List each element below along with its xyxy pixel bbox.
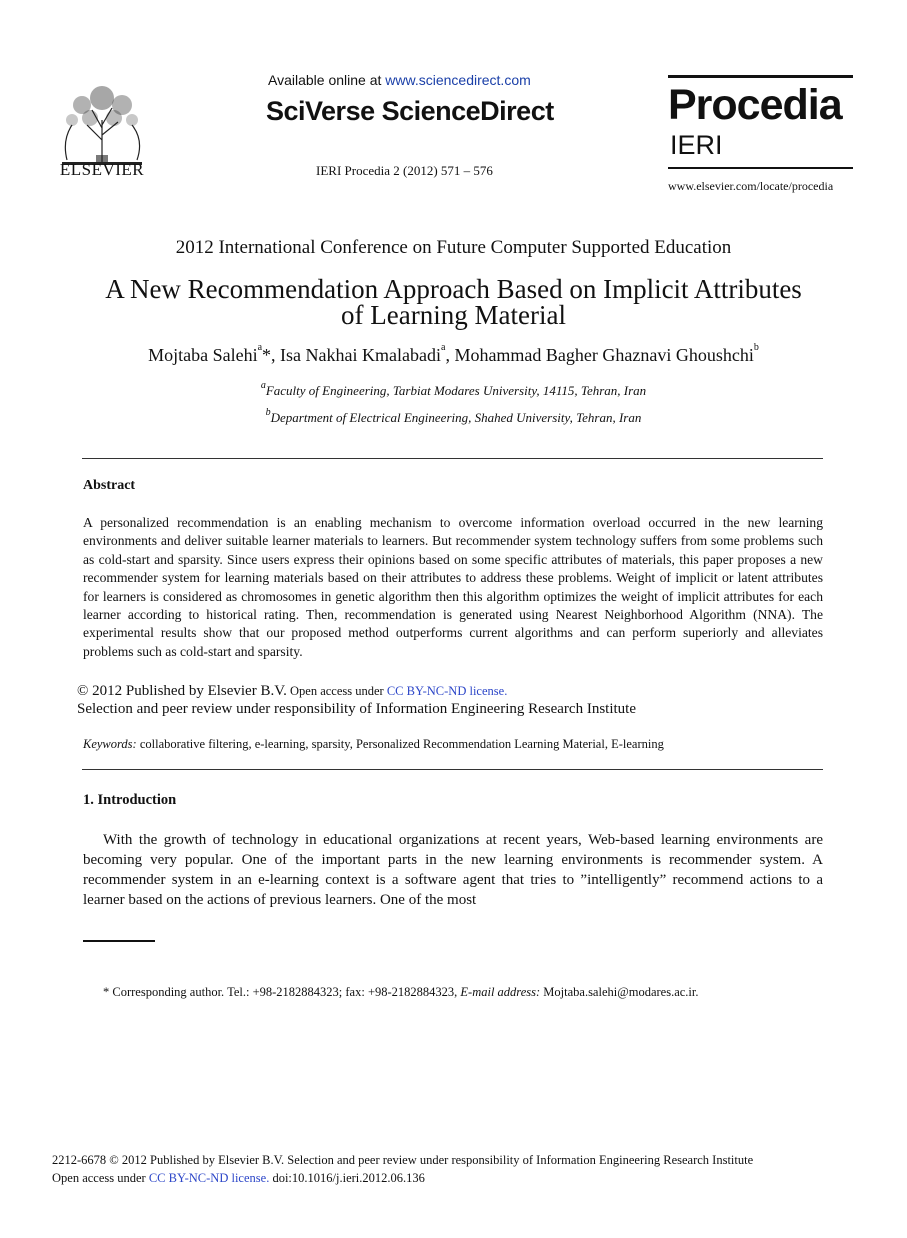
abstract-bottom-rule (82, 769, 823, 770)
abstract-top-rule (82, 458, 823, 459)
copyright-text: © 2012 Published by Elsevier B.V. (77, 683, 287, 699)
paper-title-line-2: of Learning Material (341, 300, 566, 330)
open-access-text: Open access under (286, 684, 387, 698)
procedia-logo-title: Procedia (668, 81, 842, 129)
author-name: Isa Nakhai Kmalabadi (280, 345, 441, 365)
abstract-body: A personalized recommendation is an enabling mechanism to overcome information overload occurred in the new learning environments and deliver suitable learner materials to learners. But recommender system technology suffers from some problems such as cold-start and sparsity. Since users express their opinions based on some specific attributes of materials, this paper proposes a new recommender system for learning materials based on their attributes to address these problems. Weight of implicit or latent attributes for learners is considered as chromosomes in genetic algorithm then this algorithm optimizes the weight of implicit attributes for each learner according to historical rating. Then, recommendation is generated using Nearest Neighborhood Algorithm (NNA). The experimental results show that our proposed method outperforms current algorithms and can perform superiorly and alleviates problems such as cold-start and sparsity. (83, 515, 823, 659)
corresponding-author-footnote (103, 985, 699, 1000)
paper-title (60, 276, 847, 328)
footer-license-line (52, 1171, 425, 1186)
journal-reference: IERI Procedia 2 (2012) 571 – 576 (316, 163, 493, 178)
affiliation-b (0, 407, 907, 426)
sciverse-logo-text: SciVerse ScienceDirect (266, 96, 554, 126)
available-online-line (268, 72, 531, 88)
author-affiliation-mark: b (753, 342, 759, 353)
keywords-text: collaborative filtering, e-learning, sparsity, Personalized Recommendation Learning Material, E-learning (136, 737, 664, 751)
affiliation-mark: a (260, 380, 266, 391)
footnote-contact: * Corresponding author. Tel.: +98-2182884323; fax: +98-2182884323, (103, 985, 461, 999)
affiliation-mark: b (265, 407, 271, 418)
footnote-rule (83, 940, 155, 942)
conference-name: 2012 International Conference on Future Computer Supported Education (175, 237, 732, 258)
author-separator: , (271, 345, 281, 365)
license-link[interactable]: CC BY-NC-ND license. (386, 684, 508, 698)
introduction-paragraph: With the growth of technology in educational organizations at recent years, Web-based learning environments are becoming very popular. One of the important parts in the new learning environments is recommender system. A recommender system in an e-learning context is a software agent that tries to ”intelligently” recommend actions to a learner based on the actions of previous learners. One of the most (83, 832, 823, 908)
procedia-top-rule (668, 75, 853, 78)
footnote-email-label: E-mail address: (460, 985, 541, 999)
keywords-label: Keywords: (83, 737, 137, 751)
available-prefix: Available online at (268, 72, 386, 88)
affiliation-a (0, 380, 907, 399)
procedia-logo-subtitle: IERI (670, 130, 723, 160)
footer-open-access: Open access under (52, 1171, 149, 1185)
peer-review-statement: Selection and peer review under responsibility of Information Engineering Research Institute (77, 701, 636, 717)
author-affiliation-mark: a (257, 342, 263, 353)
affiliation-text: Faculty of Engineering, Tarbiat Modares University, 14115, Tehran, Iran (265, 383, 647, 398)
procedia-url-link[interactable]: www.elsevier.com/locate/procedia (668, 179, 834, 193)
author-separator: , (445, 345, 455, 365)
elsevier-wordmark: ELSEVIER (59, 160, 145, 179)
keywords-line (83, 737, 664, 752)
footnote-email: Mojtaba.salehi@modares.ac.ir. (540, 985, 699, 999)
procedia-bottom-rule (668, 167, 853, 169)
paper-title-line-1: A New Recommendation Approach Based on Implicit Attributes (105, 274, 802, 304)
section-heading-introduction: 1. Introduction (83, 792, 177, 808)
author-name: Mojtaba Salehi (148, 345, 258, 365)
abstract-heading: Abstract (83, 478, 136, 493)
sciencedirect-link[interactable]: www.sciencedirect.com (385, 72, 531, 88)
copyright-line (77, 683, 507, 700)
affiliation-text: Department of Electrical Engineering, Shahed University, Tehran, Iran (270, 410, 642, 425)
author-list (0, 342, 907, 366)
footer-issn-line: 2212-6678 © 2012 Published by Elsevier B.V. Selection and peer review under responsibility of Information Engineering Research Institute (52, 1153, 754, 1167)
footer-doi: doi:10.1016/j.ieri.2012.06.136 (269, 1171, 425, 1185)
author-name: Mohammad Bagher Ghaznavi Ghoushchi (454, 345, 754, 365)
corresponding-mark: * (262, 345, 272, 365)
footer-license-link[interactable]: CC BY-NC-ND license. (148, 1171, 270, 1185)
author-affiliation-mark: a (440, 342, 446, 353)
